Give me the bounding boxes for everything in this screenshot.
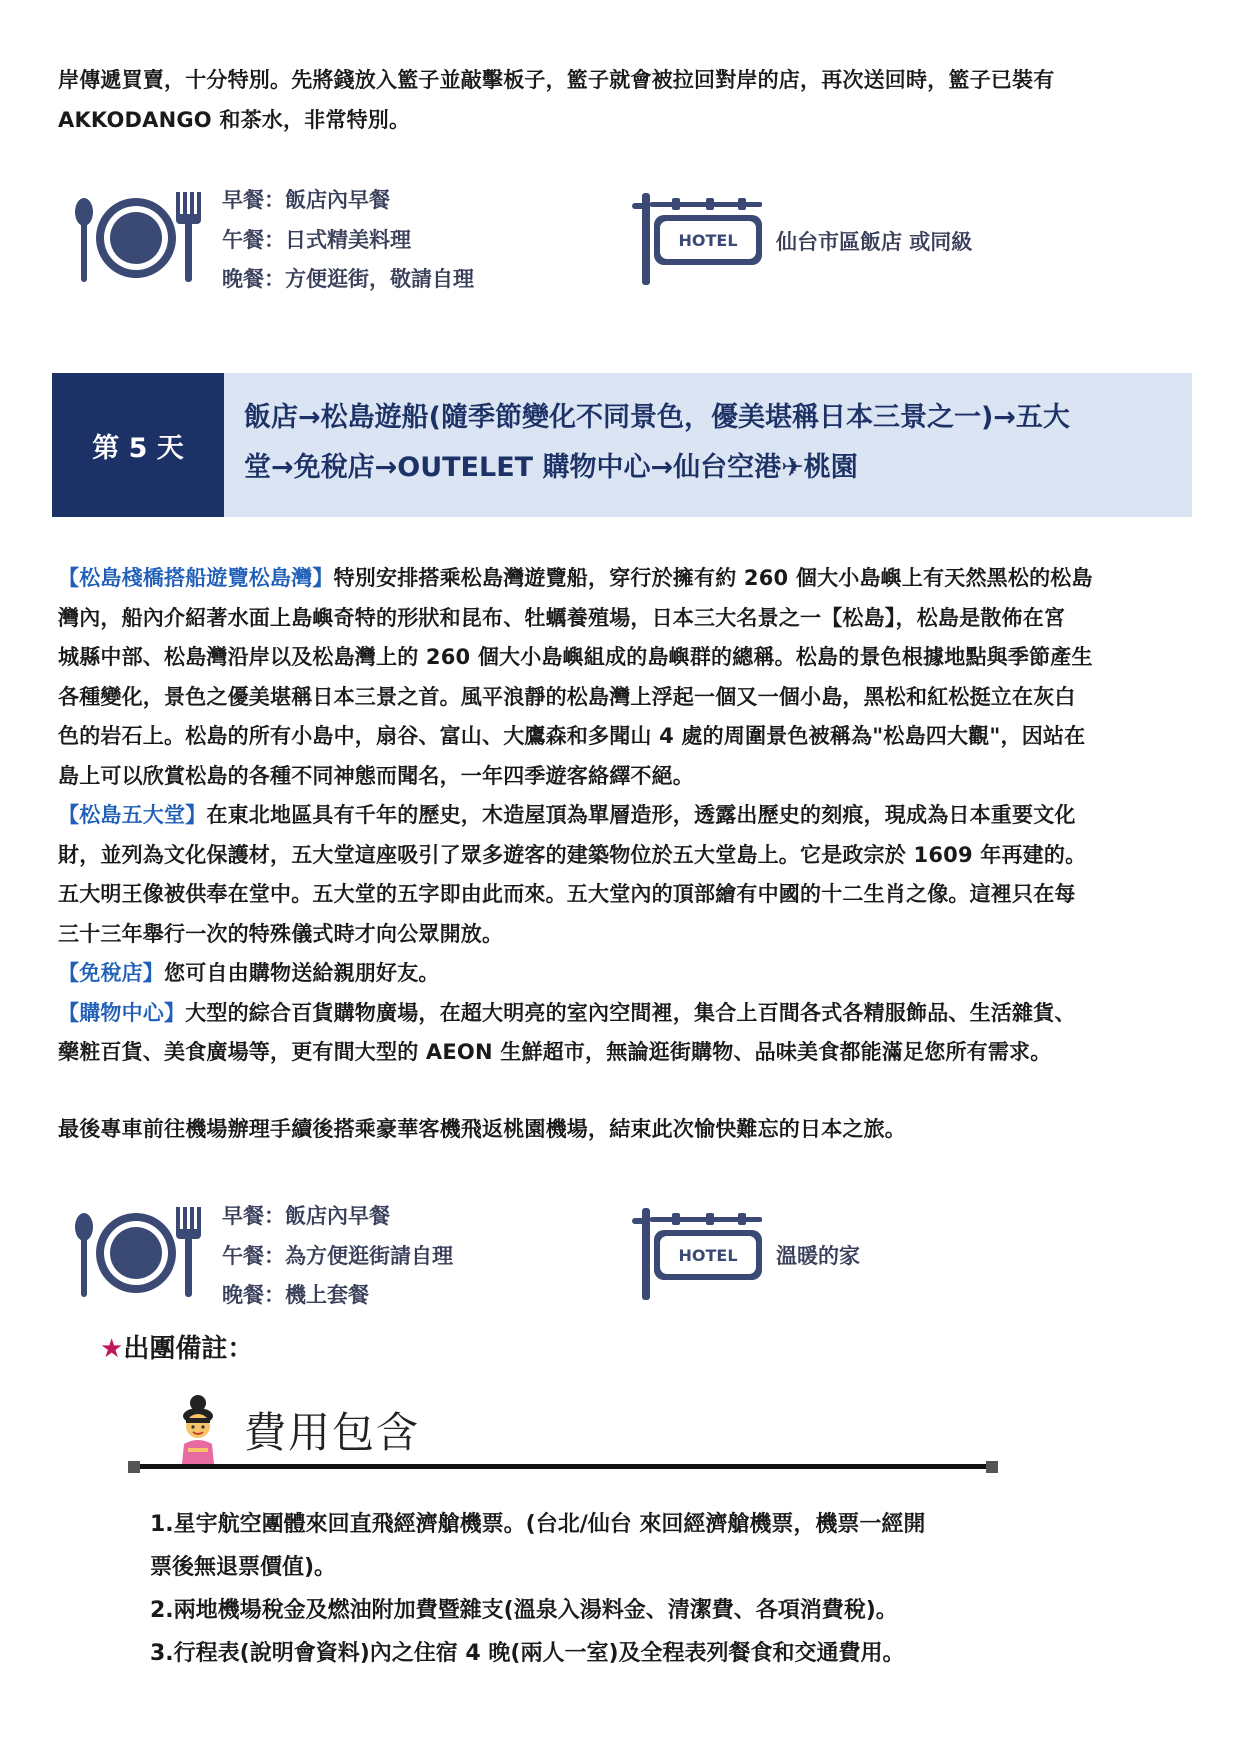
intro-paragraph — [58, 61, 1198, 140]
section-line: 色的岩石上。松島的所有小島中，扇谷、富山、大鷹森和多聞山 4 處的周圍景色被稱為"松島四大觀"，因站在 — [58, 724, 1086, 748]
section-line: 【購物中心】大型的綜合百貨購物廣場，在超大明亮的室內空間裡，集合上百間各式各精服飾品、生活雜貨、 — [58, 1000, 1076, 1025]
day5-description — [58, 559, 1208, 1073]
fee-item: 票後無退票價值)。 — [150, 1555, 337, 1580]
dinner-text: 晚餐：方便逛街，敬請自理 — [222, 267, 474, 291]
section-line: 城縣中部、松島灣沿岸以及松島灣上的 260 個大小島嶼組成的島嶼群的總稱。松島的景色根據地點與季節產生 — [58, 645, 1093, 669]
section-line: 五大明王像被供奉在堂中。五大堂的五字即由此而來。五大堂內的頂部繪有中國的十二生肖之像。這裡只在每 — [58, 882, 1076, 906]
hotel-icon — [632, 193, 766, 289]
person-icon — [172, 1394, 224, 1468]
breakfast-text: 早餐：飯店內早餐 — [222, 1204, 390, 1228]
section-line: 【松島棧橋搭船遊覽松島灣】特別安排搭乘松島灣遊覽船，穿行於擁有約 260 個大小島嶼上有天然黑松的松島 — [58, 566, 1093, 590]
title-rule — [128, 1459, 998, 1479]
meal-icon — [68, 190, 206, 290]
hotel-name-day5: 溫暖的家 — [776, 1244, 860, 1268]
dinner-text: 晚餐：機上套餐 — [222, 1283, 369, 1307]
section-tag: 【免稅店】 — [58, 961, 164, 985]
lunch-text: 午餐：日式精美料理 — [222, 227, 411, 252]
meals-day4 — [222, 181, 474, 300]
breakfast-text: 早餐：飯店內早餐 — [222, 188, 390, 212]
section-line: 【免稅店】您可自由購物送給親朋好友。 — [58, 961, 440, 985]
intro-line: 岸傳遞買賣，十分特別。先將錢放入籃子並敲擊板子，籃子就會被拉回對岸的店，再次送回時，籃子已裝有 — [58, 68, 1055, 92]
fee-item: 3.行程表(說明會資料)內之住宿 4 晚(兩人一室)及全程表列餐食和交通費用。 — [150, 1641, 905, 1666]
section-tag: 【松島棧橋搭船遊覽松島灣】 — [58, 566, 334, 590]
intro-line: AKKODANGO 和茶水，非常特別。 — [58, 107, 411, 132]
fees-title: 費用包含 — [244, 1408, 421, 1457]
day-title-line: 飯店→松島遊船(隨季節變化不同景色，優美堪稱日本三景之一)→五大 — [244, 402, 1070, 433]
meals-day5 — [222, 1197, 453, 1316]
hotel-icon — [632, 1208, 766, 1304]
section-line: 藥粧百貨、美食廣場等，更有間大型的 AEON 生鮮超市，無論逛街購物、品味美食都能滿足您所有需求。 — [58, 1040, 1052, 1064]
notes-title: ★出團備註： — [100, 1334, 254, 1364]
hotel-sign-text: HOTEL — [678, 231, 738, 250]
day-title — [224, 373, 1192, 517]
hotel-sign-text: HOTEL — [678, 1246, 738, 1265]
section-tag: 【購物中心】 — [58, 1000, 186, 1025]
lunch-text: 午餐：為方便逛街請自理 — [222, 1243, 453, 1268]
section-line: 灣內，船內介紹著水面上島嶼奇特的形狀和昆布、牡蠣養殖場，日本三大名景之一【松島】，松島是散佈在宮 — [58, 605, 1066, 630]
star-icon: ★ — [100, 1334, 124, 1364]
day-title-line: 堂→免稅店→OUTELET 購物中心→仙台空港✈桃園 — [244, 452, 858, 483]
fee-item: 1.星宇航空團體來回直飛經濟艙機票。(台北/仙台 來回經濟艙機票，機票一經開 — [150, 1512, 926, 1537]
section-tag: 【松島五大堂】 — [58, 803, 207, 827]
section-line: 三十三年舉行一次的特殊儀式時才向公眾開放。 — [58, 921, 504, 946]
section-line: 【松島五大堂】在東北地區具有千年的歷史，木造屋頂為單層造形，透露出歷史的刻痕，現成為日本重要文化 — [58, 803, 1076, 827]
meal-icon — [68, 1205, 206, 1305]
hotel-name-day4: 仙台市區飯店 或同級 — [776, 230, 973, 254]
day-label: 第 5 天 — [52, 373, 224, 517]
final-paragraph: 最後專車前往機場辦理手續後搭乘豪華客機飛返桃園機場，結束此次愉快難忘的日本之旅。 — [58, 1117, 906, 1141]
section-line: 財，並列為文化保護材，五大堂這座吸引了眾多遊客的建築物位於五大堂島上。它是政宗於 1609 年再建的。 — [58, 842, 1087, 867]
section-line: 各種變化，景色之優美堪稱日本三景之首。風平浪靜的松島灣上浮起一個又一個小島，黑松和紅松挺立在灰白 — [58, 684, 1076, 709]
fee-item: 2.兩地機場稅金及燃油附加費暨雜支(溫泉入湯料金、清潔費、各項消費稅)。 — [150, 1598, 898, 1623]
section-line: 島上可以欣賞松島的各種不同神態而聞名，一年四季遊客絡繹不絕。 — [58, 763, 694, 788]
fees-list — [150, 1503, 1150, 1675]
